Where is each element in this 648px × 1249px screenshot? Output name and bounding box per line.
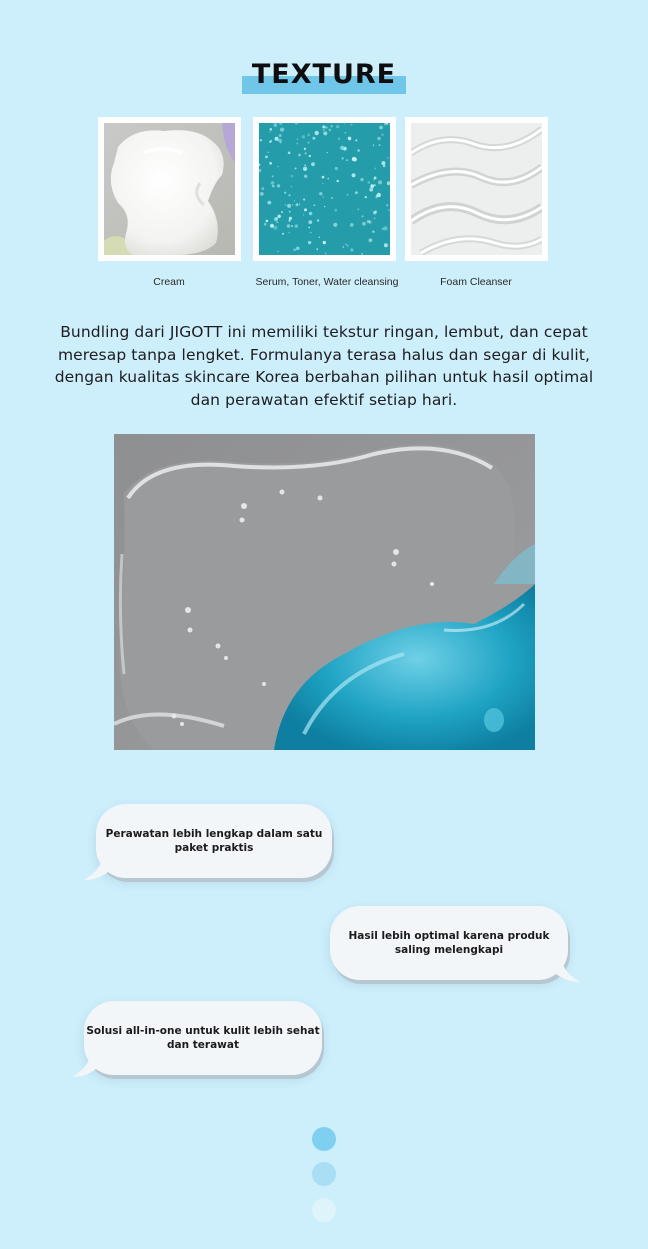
foam-texture-image: [405, 117, 548, 261]
foam-texture-picture: [411, 123, 542, 255]
cream-texture-picture: [104, 123, 235, 255]
heading-wrap: [242, 58, 406, 92]
chat-bubble-1: [96, 804, 332, 878]
texture-label-cream: Cream: [153, 276, 185, 288]
bubble-tail-icon: [72, 1049, 106, 1079]
scroll-indicator-dot: [312, 1162, 336, 1186]
heading-title: TEXTURE: [251, 59, 397, 90]
product-description: Bundling dari JIGOTT ini memiliki tekstur ringan, lembut, dan cepat meresap tanpa lengket. Formulanya terasa halus dan segar di kulit, dengan kualitas skincare Korea berbahan pilihan untuk hasil optimal dan perawatan efektif setiap hari.: [54, 323, 594, 409]
scroll-indicator-dot: [312, 1127, 336, 1151]
cream-texture-image: [98, 117, 241, 261]
gel-photo-picture: [114, 434, 535, 750]
bubble-tail-icon: [546, 954, 580, 984]
section-heading: [0, 58, 648, 92]
serum-texture-picture: [259, 123, 390, 255]
serum-texture-image: [253, 117, 396, 261]
scroll-indicator-dot: [312, 1198, 336, 1222]
chat-bubble-3: [84, 1001, 322, 1075]
bubble-tail-icon: [84, 852, 118, 882]
chat-bubble-2: [330, 906, 568, 980]
bubble-text: Hasil lebih optimal karena produk saling melengkapi: [348, 930, 550, 956]
bubble-text: Perawatan lebih lengkap dalam satu paket praktis: [105, 828, 323, 854]
texture-label-foam: Foam Cleanser: [440, 276, 512, 288]
gel-texture-photo: [114, 434, 535, 750]
texture-label-serum: Serum, Toner, Water cleansing: [255, 276, 399, 288]
bubble-text: Solusi all-in-one untuk kulit lebih sehat dan terawat: [86, 1025, 320, 1051]
